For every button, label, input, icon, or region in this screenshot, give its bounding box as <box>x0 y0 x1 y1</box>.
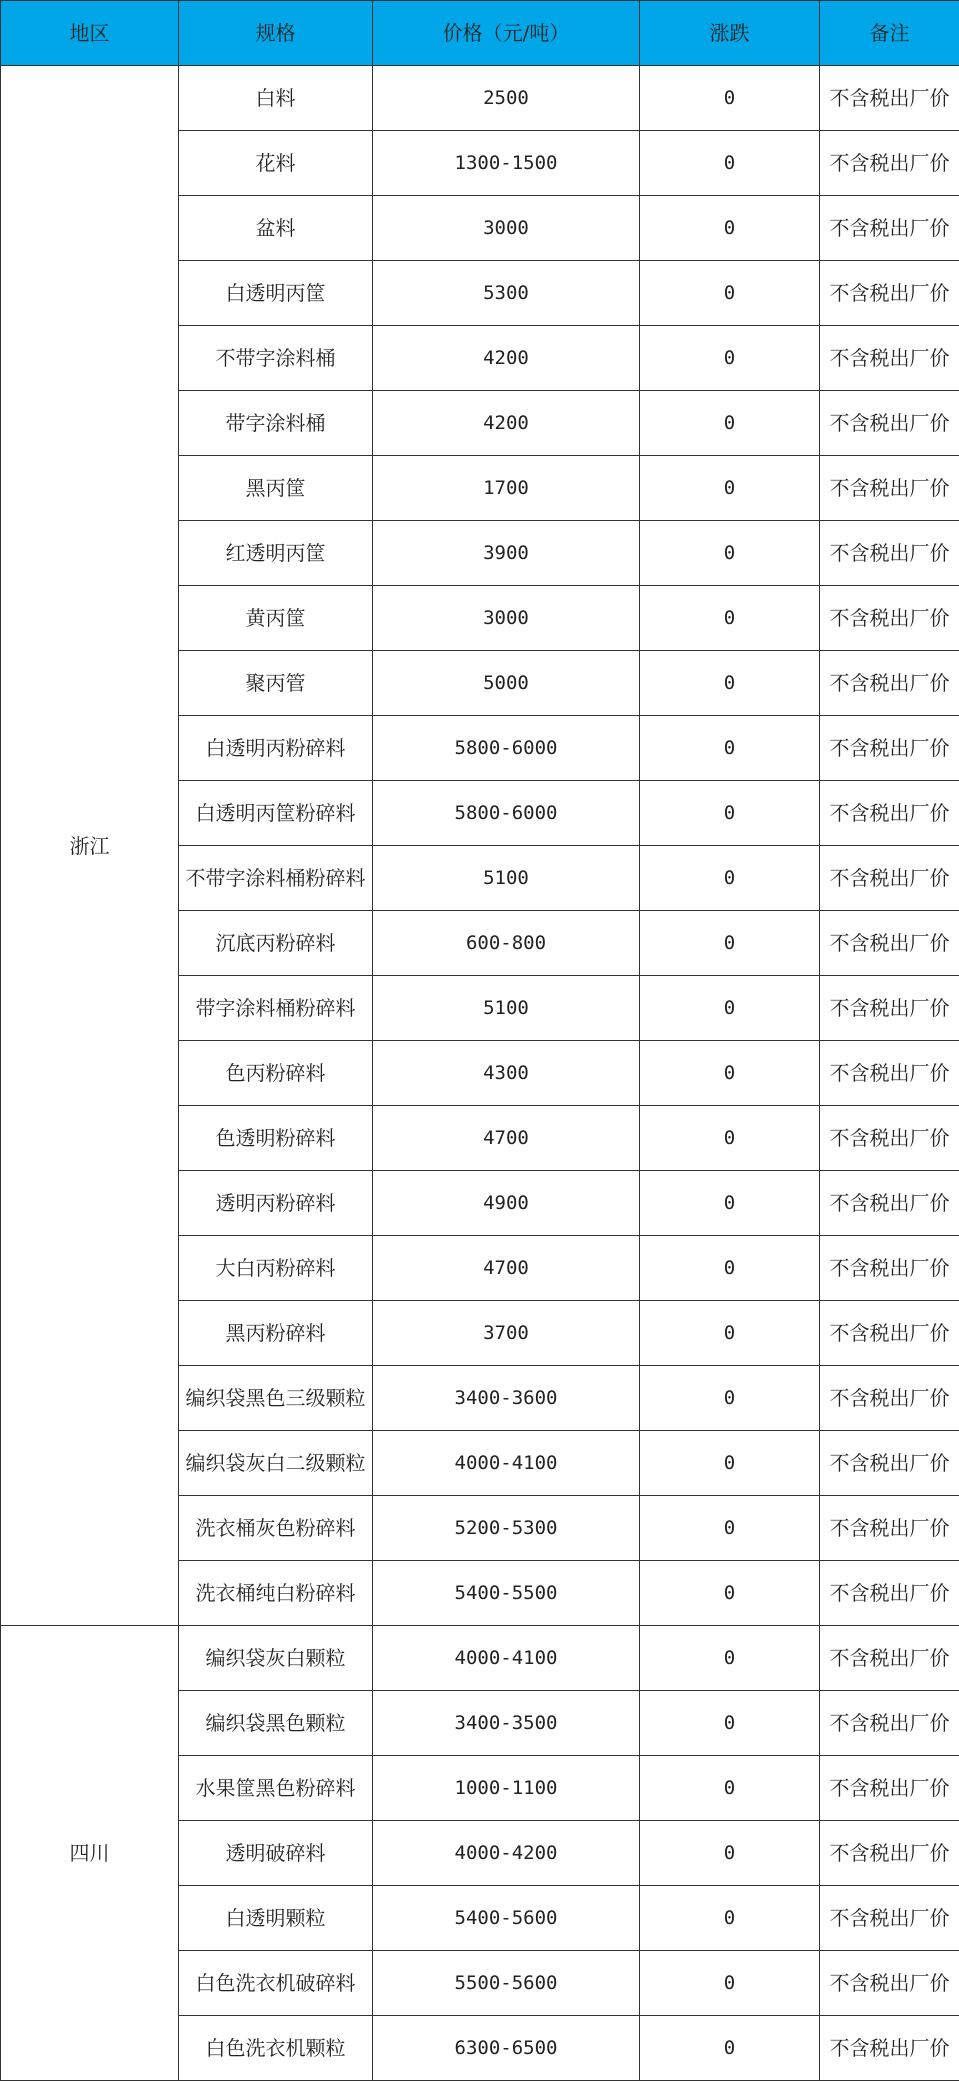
note-cell: 不含税出厂价 <box>820 651 959 716</box>
header-note: 备注 <box>820 1 959 66</box>
change-cell: 0 <box>640 2016 820 2081</box>
spec-cell: 透明破碎料 <box>179 1821 373 1886</box>
spec-cell: 不带字涂料桶粉碎料 <box>179 846 373 911</box>
note-cell: 不含税出厂价 <box>820 131 959 196</box>
price-cell: 5100 <box>373 846 640 911</box>
header-change: 涨跌 <box>640 1 820 66</box>
price-cell: 3900 <box>373 521 640 586</box>
header-spec: 规格 <box>179 1 373 66</box>
price-cell: 600-800 <box>373 911 640 976</box>
price-cell: 5200-5300 <box>373 1496 640 1561</box>
spec-cell: 白透明丙筐粉碎料 <box>179 781 373 846</box>
change-cell: 0 <box>640 196 820 261</box>
spec-cell: 盆料 <box>179 196 373 261</box>
price-cell: 4900 <box>373 1171 640 1236</box>
price-cell: 4700 <box>373 1106 640 1171</box>
note-cell: 不含税出厂价 <box>820 1301 959 1366</box>
change-cell: 0 <box>640 1301 820 1366</box>
spec-cell: 洗衣桶纯白粉碎料 <box>179 1561 373 1626</box>
spec-cell: 白色洗衣机破碎料 <box>179 1951 373 2016</box>
spec-cell: 水果筐黑色粉碎料 <box>179 1756 373 1821</box>
change-cell: 0 <box>640 1821 820 1886</box>
change-cell: 0 <box>640 1626 820 1691</box>
note-cell: 不含税出厂价 <box>820 1366 959 1431</box>
spec-cell: 带字涂料桶 <box>179 391 373 456</box>
change-cell: 0 <box>640 261 820 326</box>
spec-cell: 沉底丙粉碎料 <box>179 911 373 976</box>
change-cell: 0 <box>640 1691 820 1756</box>
header-row <box>1 1 959 66</box>
note-cell: 不含税出厂价 <box>820 1171 959 1236</box>
price-cell: 1700 <box>373 456 640 521</box>
note-cell: 不含税出厂价 <box>820 1951 959 2016</box>
price-cell: 5500-5600 <box>373 1951 640 2016</box>
note-cell: 不含税出厂价 <box>820 1041 959 1106</box>
price-cell: 2500 <box>373 66 640 131</box>
price-cell: 3400-3500 <box>373 1691 640 1756</box>
price-cell: 4200 <box>373 326 640 391</box>
note-cell: 不含税出厂价 <box>820 1691 959 1756</box>
table-row <box>1 66 959 131</box>
note-cell: 不含税出厂价 <box>820 1561 959 1626</box>
spec-cell: 色透明粉碎料 <box>179 1106 373 1171</box>
price-cell: 4000-4200 <box>373 1821 640 1886</box>
change-cell: 0 <box>640 716 820 781</box>
spec-cell: 白色洗衣机颗粒 <box>179 2016 373 2081</box>
change-cell: 0 <box>640 651 820 716</box>
price-cell: 6300-6500 <box>373 2016 640 2081</box>
spec-cell: 编织袋灰白颗粒 <box>179 1626 373 1691</box>
note-cell: 不含税出厂价 <box>820 1626 959 1691</box>
note-cell: 不含税出厂价 <box>820 1496 959 1561</box>
spec-cell: 红透明丙筐 <box>179 521 373 586</box>
price-cell: 5400-5600 <box>373 1886 640 1951</box>
price-cell: 5100 <box>373 976 640 1041</box>
table-body <box>1 66 959 2081</box>
note-cell: 不含税出厂价 <box>820 1431 959 1496</box>
change-cell: 0 <box>640 1041 820 1106</box>
price-cell: 1300-1500 <box>373 131 640 196</box>
price-cell: 4000-4100 <box>373 1431 640 1496</box>
spec-cell: 编织袋灰白二级颗粒 <box>179 1431 373 1496</box>
price-cell: 5000 <box>373 651 640 716</box>
spec-cell: 白透明丙粉碎料 <box>179 716 373 781</box>
header-price: 价格（元/吨） <box>373 1 640 66</box>
price-cell: 4700 <box>373 1236 640 1301</box>
spec-cell: 白料 <box>179 66 373 131</box>
change-cell: 0 <box>640 976 820 1041</box>
note-cell: 不含税出厂价 <box>820 1106 959 1171</box>
change-cell: 0 <box>640 1236 820 1301</box>
note-cell: 不含税出厂价 <box>820 846 959 911</box>
note-cell: 不含税出厂价 <box>820 976 959 1041</box>
change-cell: 0 <box>640 1886 820 1951</box>
note-cell: 不含税出厂价 <box>820 911 959 976</box>
price-cell: 5400-5500 <box>373 1561 640 1626</box>
price-cell: 4300 <box>373 1041 640 1106</box>
change-cell: 0 <box>640 66 820 131</box>
note-cell: 不含税出厂价 <box>820 521 959 586</box>
spec-cell: 黑丙粉碎料 <box>179 1301 373 1366</box>
note-cell: 不含税出厂价 <box>820 326 959 391</box>
spec-cell: 黄丙筐 <box>179 586 373 651</box>
price-cell: 1000-1100 <box>373 1756 640 1821</box>
note-cell: 不含税出厂价 <box>820 66 959 131</box>
price-cell: 5800-6000 <box>373 781 640 846</box>
note-cell: 不含税出厂价 <box>820 261 959 326</box>
header-region: 地区 <box>1 1 179 66</box>
change-cell: 0 <box>640 521 820 586</box>
region-cell: 浙江 <box>1 66 179 1626</box>
change-cell: 0 <box>640 391 820 456</box>
change-cell: 0 <box>640 911 820 976</box>
change-cell: 0 <box>640 1561 820 1626</box>
spec-cell: 洗衣桶灰色粉碎料 <box>179 1496 373 1561</box>
note-cell: 不含税出厂价 <box>820 716 959 781</box>
region-cell: 四川 <box>1 1626 179 2081</box>
price-cell: 3700 <box>373 1301 640 1366</box>
note-cell: 不含税出厂价 <box>820 1886 959 1951</box>
spec-cell: 透明丙粉碎料 <box>179 1171 373 1236</box>
change-cell: 0 <box>640 1756 820 1821</box>
spec-cell: 大白丙粉碎料 <box>179 1236 373 1301</box>
change-cell: 0 <box>640 1106 820 1171</box>
change-cell: 0 <box>640 781 820 846</box>
change-cell: 0 <box>640 586 820 651</box>
change-cell: 0 <box>640 1366 820 1431</box>
price-cell: 4000-4100 <box>373 1626 640 1691</box>
spec-cell: 黑丙筐 <box>179 456 373 521</box>
spec-cell: 花料 <box>179 131 373 196</box>
price-cell: 4200 <box>373 391 640 456</box>
change-cell: 0 <box>640 1431 820 1496</box>
spec-cell: 聚丙管 <box>179 651 373 716</box>
note-cell: 不含税出厂价 <box>820 391 959 456</box>
price-cell: 5800-6000 <box>373 716 640 781</box>
note-cell: 不含税出厂价 <box>820 456 959 521</box>
note-cell: 不含税出厂价 <box>820 1756 959 1821</box>
note-cell: 不含税出厂价 <box>820 196 959 261</box>
change-cell: 0 <box>640 846 820 911</box>
spec-cell: 编织袋黑色三级颗粒 <box>179 1366 373 1431</box>
note-cell: 不含税出厂价 <box>820 781 959 846</box>
change-cell: 0 <box>640 1171 820 1236</box>
change-cell: 0 <box>640 1951 820 2016</box>
spec-cell: 白透明颗粒 <box>179 1886 373 1951</box>
price-cell: 3400-3600 <box>373 1366 640 1431</box>
price-cell: 3000 <box>373 586 640 651</box>
spec-cell: 白透明丙筐 <box>179 261 373 326</box>
spec-cell: 带字涂料桶粉碎料 <box>179 976 373 1041</box>
spec-cell: 色丙粉碎料 <box>179 1041 373 1106</box>
table-row <box>1 1626 959 1691</box>
note-cell: 不含税出厂价 <box>820 1236 959 1301</box>
note-cell: 不含税出厂价 <box>820 1821 959 1886</box>
spec-cell: 编织袋黑色颗粒 <box>179 1691 373 1756</box>
price-cell: 5300 <box>373 261 640 326</box>
change-cell: 0 <box>640 456 820 521</box>
change-cell: 0 <box>640 1496 820 1561</box>
note-cell: 不含税出厂价 <box>820 2016 959 2081</box>
change-cell: 0 <box>640 326 820 391</box>
change-cell: 0 <box>640 131 820 196</box>
price-cell: 3000 <box>373 196 640 261</box>
spec-cell: 不带字涂料桶 <box>179 326 373 391</box>
note-cell: 不含税出厂价 <box>820 586 959 651</box>
